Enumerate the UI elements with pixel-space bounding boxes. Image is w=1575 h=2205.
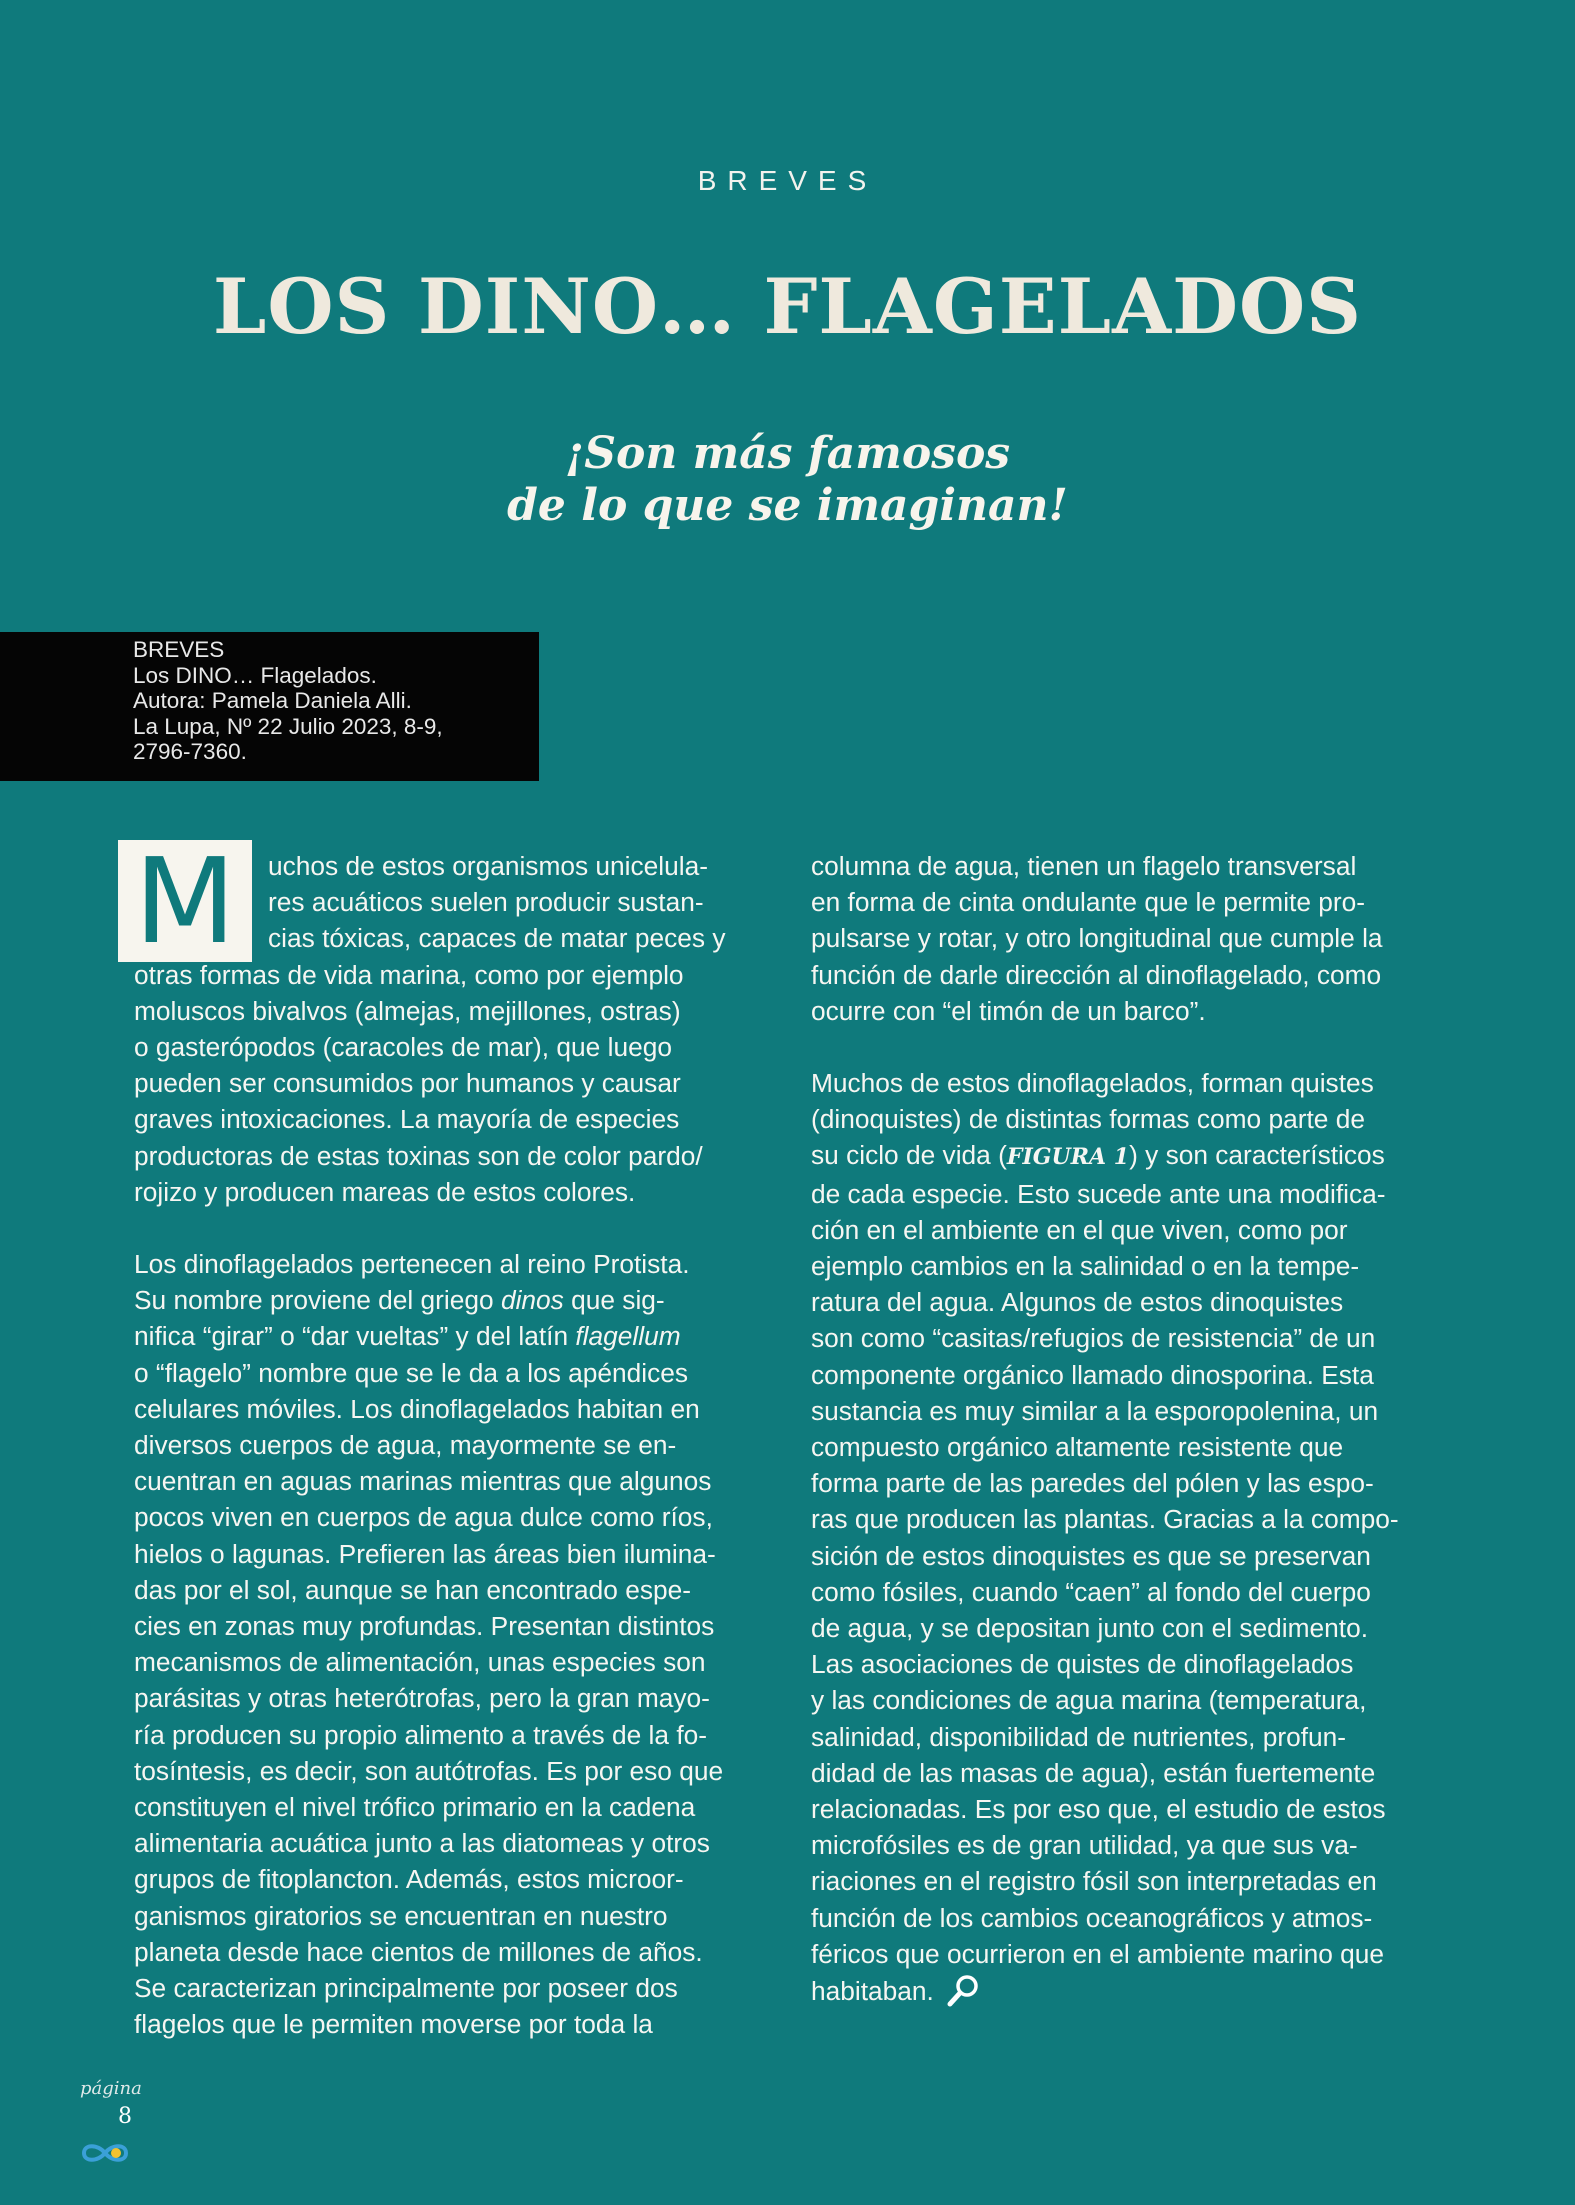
citation-line: 2796-7360.: [133, 739, 247, 764]
paragraph: [134, 1246, 789, 2042]
page-number: 8: [118, 2104, 132, 2129]
text-line: columna de agua, tienen un flagelo transversal: [811, 851, 1357, 881]
citation-line: Los DINO… Flagelados.: [133, 662, 377, 688]
text-line: diversos cuerpos de agua, mayormente se en-: [134, 1430, 677, 1461]
latin-term: flagellum: [575, 1321, 681, 1352]
text-line: pocos viven en cuerpos de agua dulce como ríos,: [134, 1502, 713, 1533]
text-line: y las condiciones de agua marina (temperatura,: [811, 1685, 1367, 1716]
text-line: función de darle dirección al dinoflagelado, como: [811, 959, 1382, 990]
text-line: ría producen su propio alimento a través de la fo-: [134, 1719, 708, 1750]
drop-cap: M: [118, 840, 252, 962]
text-line: tosíntesis, es decir, son autótrofas. Es por eso que: [134, 1755, 724, 1786]
text-line: o gasterópodos (caracoles de mar), que luego: [134, 1032, 672, 1063]
text-line: moluscos bivalvos (almejas, mejillones, ostras): [134, 995, 681, 1026]
text-line: su ciclo de vida (FIGURA 1) y son característicos: [811, 1140, 1385, 1171]
text-line: didad de las masas de agua), están fuertemente: [811, 1757, 1376, 1788]
text-line: riaciones en el registro fósil son interpretadas en: [811, 1866, 1377, 1897]
paragraph: [811, 1065, 1466, 2009]
text-lines: [811, 848, 1466, 1029]
text-line: alimentaria acuática junto a las diatomeas y otros: [134, 1828, 710, 1859]
text-line: compuesto orgánico altamente resistente que: [811, 1432, 1344, 1463]
text-line: ganismos giratorios se encuentran en nuestro: [134, 1900, 668, 1931]
text-line: planeta desde hace cientos de millones de años.: [134, 1936, 703, 1967]
text-line: celulares móviles. Los dinoflagelados habitan en: [134, 1393, 700, 1424]
text-line: Su nombre proviene del griego dinos que sig-: [134, 1285, 665, 1316]
text-line: ejemplo cambios en la salinidad o en la tempe-: [811, 1251, 1360, 1282]
text-line: sustancia es muy similar a la esporopolenina, un: [811, 1395, 1379, 1426]
text-line: productoras de estas toxinas son de color pardo/: [134, 1140, 703, 1171]
text-line: forma parte de las paredes del pólen y las espo-: [811, 1468, 1374, 1499]
text-line: mecanismos de alimentación, unas especies son: [134, 1647, 706, 1678]
text-line: Los dinoflagelados pertenecen al reino Protista.: [134, 1249, 690, 1280]
text-line: uchos de estos organismos unicelula-: [268, 851, 708, 881]
article-column-left: [134, 848, 789, 2079]
subtitle: [0, 428, 1575, 532]
citation-box: [0, 632, 539, 781]
subtitle-line: de lo que se imaginan!: [507, 480, 1068, 531]
text-line: grupos de fitoplancton. Además, estos microor-: [134, 1864, 684, 1895]
text-line: féricos que ocurrieron en el ambiente marino que: [811, 1938, 1385, 1969]
citation-line: BREVES: [133, 637, 225, 662]
text-line: (dinoquistes) de distintas formas como parte de: [811, 1104, 1365, 1135]
text-line: cuentran en aguas marinas mientras que algunos: [134, 1466, 712, 1497]
text-line: Las asociaciones de quistes de dinoflagelados: [811, 1649, 1354, 1680]
text-line: flagelos que le permiten moverse por toda la: [134, 2009, 653, 2040]
text-lines: [811, 1176, 1466, 1972]
citation-line: La Lupa, Nº 22 Julio 2023, 8-9,: [133, 713, 443, 739]
citation-line: Autora: Pamela Daniela Alli.: [133, 688, 412, 713]
article-column-right: [811, 848, 1466, 2045]
text-line: o “flagelo” nombre que se le da a los apéndices: [134, 1357, 689, 1388]
text-line: cies en zonas muy profundas. Presentan distintos: [134, 1611, 715, 1642]
text-line: ción en el ambiente en el que viven, como por: [811, 1214, 1348, 1245]
section-label: BREVES: [697, 165, 878, 196]
text-line: pueden ser consumidos por humanos y causar: [134, 1068, 681, 1099]
subtitle-line: ¡Son más famosos: [564, 428, 1011, 479]
text-line: habitaban.: [811, 1972, 1466, 2009]
text-line: ocurre con “el timón de un barco”.: [811, 995, 1206, 1026]
paragraph: [134, 848, 789, 1210]
text-lines: [134, 1355, 789, 2043]
text-line: Muchos de estos dinoflagelados, forman quistes: [811, 1068, 1374, 1099]
page-label: página: [80, 2078, 142, 2099]
magnifier-icon: [946, 1972, 982, 2008]
text-line: hielos o lagunas. Prefieren las áreas bien ilumina-: [134, 1538, 716, 1569]
text-line: res acuáticos suelen producir sustan-: [268, 887, 704, 918]
infinity-logo-icon: [76, 2142, 134, 2164]
text-line: nifica “girar” o “dar vueltas” y del latín flagellum: [134, 1321, 681, 1352]
text-line: graves intoxicaciones. La mayoría de especies: [134, 1104, 680, 1135]
latin-term: dinos: [500, 1285, 564, 1316]
text-lines: [134, 957, 789, 1210]
text-line: ratura del agua. Algunos de estos dinoquistes: [811, 1287, 1344, 1318]
figure-reference[interactable]: FIGURA 1: [1006, 1144, 1130, 1171]
text-line: en forma de cinta ondulante que le permite pro-: [811, 887, 1366, 918]
text-line: como fósiles, cuando “caen” al fondo del cuerpo: [811, 1576, 1371, 1607]
text-line: componente orgánico llamado dinosporina. Esta: [811, 1359, 1374, 1390]
text-line: parásitas y otras heterótrofas, pero la gran mayo-: [134, 1683, 710, 1714]
text-line: relacionadas. Es por eso que, el estudio de estos: [811, 1794, 1386, 1825]
text-line: cias tóxicas, capaces de matar peces y: [268, 923, 726, 954]
page-title: LOS DINO… FLAGELADOS: [212, 262, 1363, 351]
text-line: pulsarse y rotar, y otro longitudinal que cumple la: [811, 923, 1383, 954]
text-line: de cada especie. Esto sucede ante una modifica-: [811, 1178, 1386, 1209]
text-line: sición de estos dinoquistes es que se preservan: [811, 1540, 1371, 1571]
text-line: rojizo y producen mareas de estos colores.: [134, 1176, 636, 1207]
paragraph: [811, 848, 1466, 1029]
text-line: microfósiles es de gran utilidad, ya que sus va-: [811, 1830, 1358, 1861]
text-line: otras formas de vida marina, como por ejemplo: [134, 959, 684, 990]
text-line: de agua, y se depositan junto con el sedimento.: [811, 1613, 1368, 1644]
text-line: salinidad, disponibilidad de nutrientes, profun-: [811, 1721, 1347, 1752]
text-line: ras que producen las plantas. Gracias a la compo-: [811, 1504, 1399, 1535]
text-line: son como “casitas/refugios de resistencia” de un: [811, 1323, 1376, 1354]
text-line: constituyen el nivel trófico primario en la cadena: [134, 1792, 696, 1823]
text-line: das por el sol, aunque se han encontrado espe-: [134, 1574, 692, 1605]
text-line: Se caracterizan principalmente por poseer dos: [134, 1973, 678, 2004]
text-line: función de los cambios oceanográficos y atmos-: [811, 1902, 1373, 1933]
